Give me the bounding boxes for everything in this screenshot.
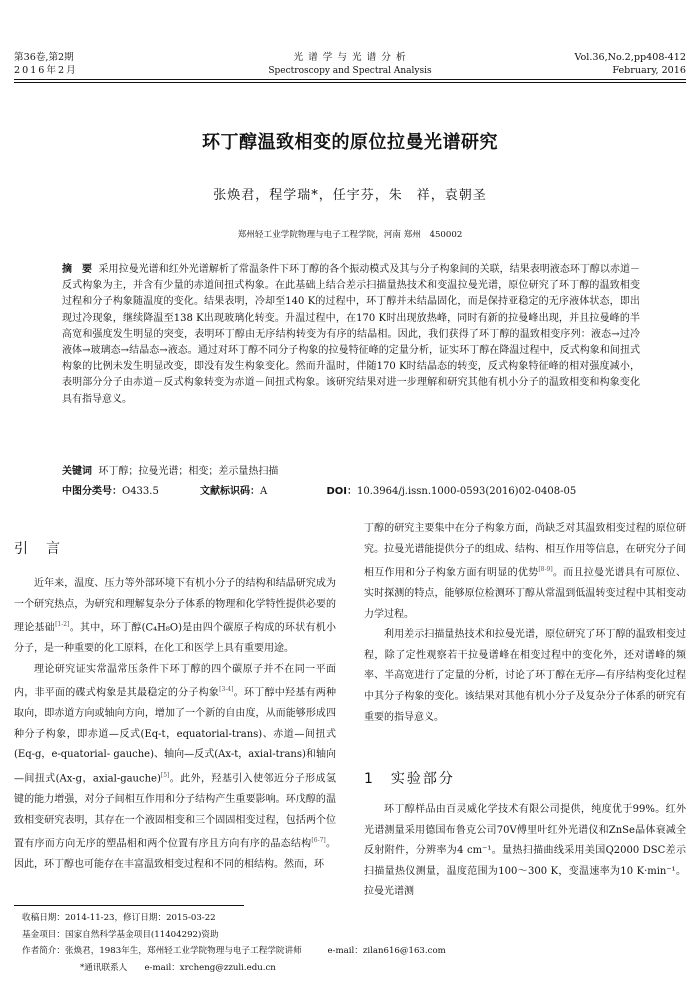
journal-title-en: Spectroscopy and Spectral Analysis: [268, 65, 432, 76]
journal-title-cn: 光 谱 学 与 光 谱 分 析: [293, 52, 407, 63]
fund-info: 基金项目：国家自然科学基金项目(11404292)资助: [22, 929, 219, 940]
doi-label: DOI：: [326, 486, 357, 497]
ref-6-7[interactable]: [6-7]: [311, 837, 326, 845]
intro-p1-text: 近年来，温度、压力等外部环境下有机小分子的结构和结晶研究成为一个研究热点，为研究和理解复杂分子体系的物理和化学特性提供必要的理论基础: [14, 578, 336, 634]
doc-code-label: 文献标识码：: [200, 486, 261, 497]
abstract: [62, 262, 640, 408]
intro-p2d-text: 。因此，环丁醇也可能存在丰富温致相变过程和不同的相结构。然而，环: [14, 838, 337, 871]
intro-p3-text: 丁醇的研究主要集中在分子构象方面，尚缺乏对其温致相变过程的原位研究。拉曼光谱能提供分子的组成、结构、相互作用等信息，在研究分子间相互作用和分子构象方面有明显的优势: [364, 523, 686, 579]
keywords-text: 环丁醇；拉曼光谱；相变；差示量热扫描: [98, 466, 279, 477]
ref-5[interactable]: [5]: [160, 772, 170, 779]
footnote-rule: [14, 905, 244, 906]
received-date: 收稿日期：2014-11-23，修订日期：2015-03-22: [22, 913, 216, 923]
author-bio: 作者简介：张焕君，1983年生，郑州轻工业学院物理与电子工程学院讲师 e-mail：zilan616@163.com: [22, 946, 446, 956]
right-column: [364, 519, 686, 728]
affiliation: 郑州轻工业学院物理与电子工程学院，河南 郑州 450002: [237, 230, 463, 240]
clc-label: 中图分类号：: [62, 486, 122, 497]
intro-p2c-text: 。此外，羟基引入使邻近分子形成氢键的能力增强，对分子间相互作用和分子结构产生重要影响。环戊醇的温致相变研究表明，其存在一个液固相变和三个固固相变过程，包括两个位置有序而方向无序的塑晶相和两个位置有序且方向有序的晶态结构: [14, 773, 336, 850]
ref-8-9[interactable]: [8-9]: [538, 566, 553, 574]
keywords: [62, 464, 640, 480]
abstract-label: 摘 要: [62, 264, 93, 275]
header-rule-thick: [14, 79, 686, 80]
abstract-text: 采用拉曼光谱和红外光谱解析了常温条件下环丁醇的各个振动模式及其与分子构象间的关联，结果表明液态环丁醇以赤道－反式构象为主，并含有少量的赤道间扭式构象。在此基础上结合差示扫描量热技术和变温拉曼光谱，原位研究了环丁醇的温致相变过程和分子构象随温度的变化。结果表明，冷却至140 K的过程中，环丁醇并未结晶固化，而是保持亚稳定的无序液体状态，即出现过冷现象，继续降温至138 K出现玻璃化转变。升温过程中，在170 K时出现放热峰，同时有新的拉曼峰出现，并且拉曼峰的半高宽和强度发生明显的突变，表明环丁醇由无序结构转变为有序的结晶相。因此，我们获得了环丁醇的温致相变序列：液态→过冷液体→玻璃态→结晶态→液态。通过对环丁醇不同分子构象的拉曼特征峰的定量分析，证实环丁醇在降温过程中，反式构象和间扭式构象的比例未发生明显改变，即没有发生构象变化。然而升温时，伴随170 K时结晶态的转变，反式构象特征峰的相对强度减小，表明部分分子由赤道－反式构象转变为赤道－间扭式构象。该研究结果对进一步理解和研究其他有机小分子的温致相变和构象变化具有指导意义。: [62, 264, 641, 405]
intro-p1b-text: 。其中，环丁醇(C₄H₈O)是由四个碳原子构成的环状有机小分子，是一种重要的化工原料，在化工和医学上具有重要用途。: [14, 622, 337, 655]
footnotes: [22, 910, 446, 976]
date-en: February, 2016: [612, 64, 686, 76]
intro-p2-text: 理论研究证实常温常压条件下环丁醇的四个碳原子并不在同一平面内，非平面的碟式构象是其最稳定的分子构象: [14, 663, 336, 699]
section-1-heading: 1 实验部分: [364, 771, 455, 787]
author-list: 张焕君，程学瑞*，任宇芬，朱 祥，袁朝圣: [213, 188, 487, 203]
intro-p2b-text: 。环丁醇中羟基有两种取向，即赤道方向或轴向方向，增加了一个新的自由度，从而能够形成四种分子构象，即赤道—反式(Eq-t，equatorial-trans)、赤道—间扭式(Eq-g，e-quatorial- gauche)、轴向—反式(Ax-t，axial-trans)和轴向—间扭式(Ax-g，axial-gauche): [14, 687, 337, 785]
intro-heading: 引 言: [14, 541, 62, 557]
classification: [62, 484, 640, 500]
doc-code-value: A: [260, 486, 268, 497]
volume-issue: 第36卷,第2期: [14, 52, 74, 63]
paper-title: 环丁醇温致相变的原位拉曼光谱研究: [202, 132, 498, 153]
header-rule-thin: [14, 82, 686, 83]
intro-paragraph-4: 利用差示扫描量热技术和拉曼光谱，原位研究了环丁醇的温致相变过程，除了定性观察若干拉曼谱峰在相变过程中的变化外，还对谱峰的频率、半高宽进行了定量的分析，讨论了环丁醇在无序—有序结构变化过程中其分子构象的变化。该结果对其他有机小分子及复杂分子体系的研究有重要的指导意义。: [364, 629, 686, 723]
keywords-label: 关键词: [62, 466, 92, 477]
section-1-body: [364, 800, 686, 903]
left-column: [14, 574, 336, 876]
intro-paragraph-1: [14, 574, 336, 660]
volume-en: Vol.36,No.2,pp408-412: [574, 52, 686, 63]
intro-paragraph-2: [14, 660, 336, 876]
doi-value: 10.3964/j.issn.1000-0593(2016)02-0408-05: [356, 486, 577, 497]
clc-value: O433.5: [122, 486, 159, 497]
section-1-paragraph-1: 环丁醇样品由百灵威化学技术有限公司提供，纯度优于99%。红外光谱测量采用德国布鲁克公司70V傅里叶红外光谱仪和ZnSe晶体衰减全反射附件，分辨率为4 cm⁻¹。量热扫描曲线采用美国Q2000 DSC差示扫描量热仪测量，温度范围为100～300 K，变温速率为10 K·min⁻¹。拉曼光谱测: [364, 804, 686, 898]
corresponding-author: *通讯联系人 e-mail：xrcheng@zzuli.edu.cn: [80, 962, 276, 973]
intro-p3b-text: 。而且拉曼光谱具有可原位、实时探测的特点，能够原位检测环丁醇从常温到低温转变过程中其相变动力学过程。: [364, 567, 687, 620]
intro-paragraph-3: [364, 519, 686, 625]
date-cn: 2016年2月: [14, 64, 78, 76]
ref-3-4[interactable]: [3-4]: [219, 686, 234, 694]
ref-1-2[interactable]: [1-2]: [55, 621, 70, 629]
header-right: [574, 52, 686, 77]
